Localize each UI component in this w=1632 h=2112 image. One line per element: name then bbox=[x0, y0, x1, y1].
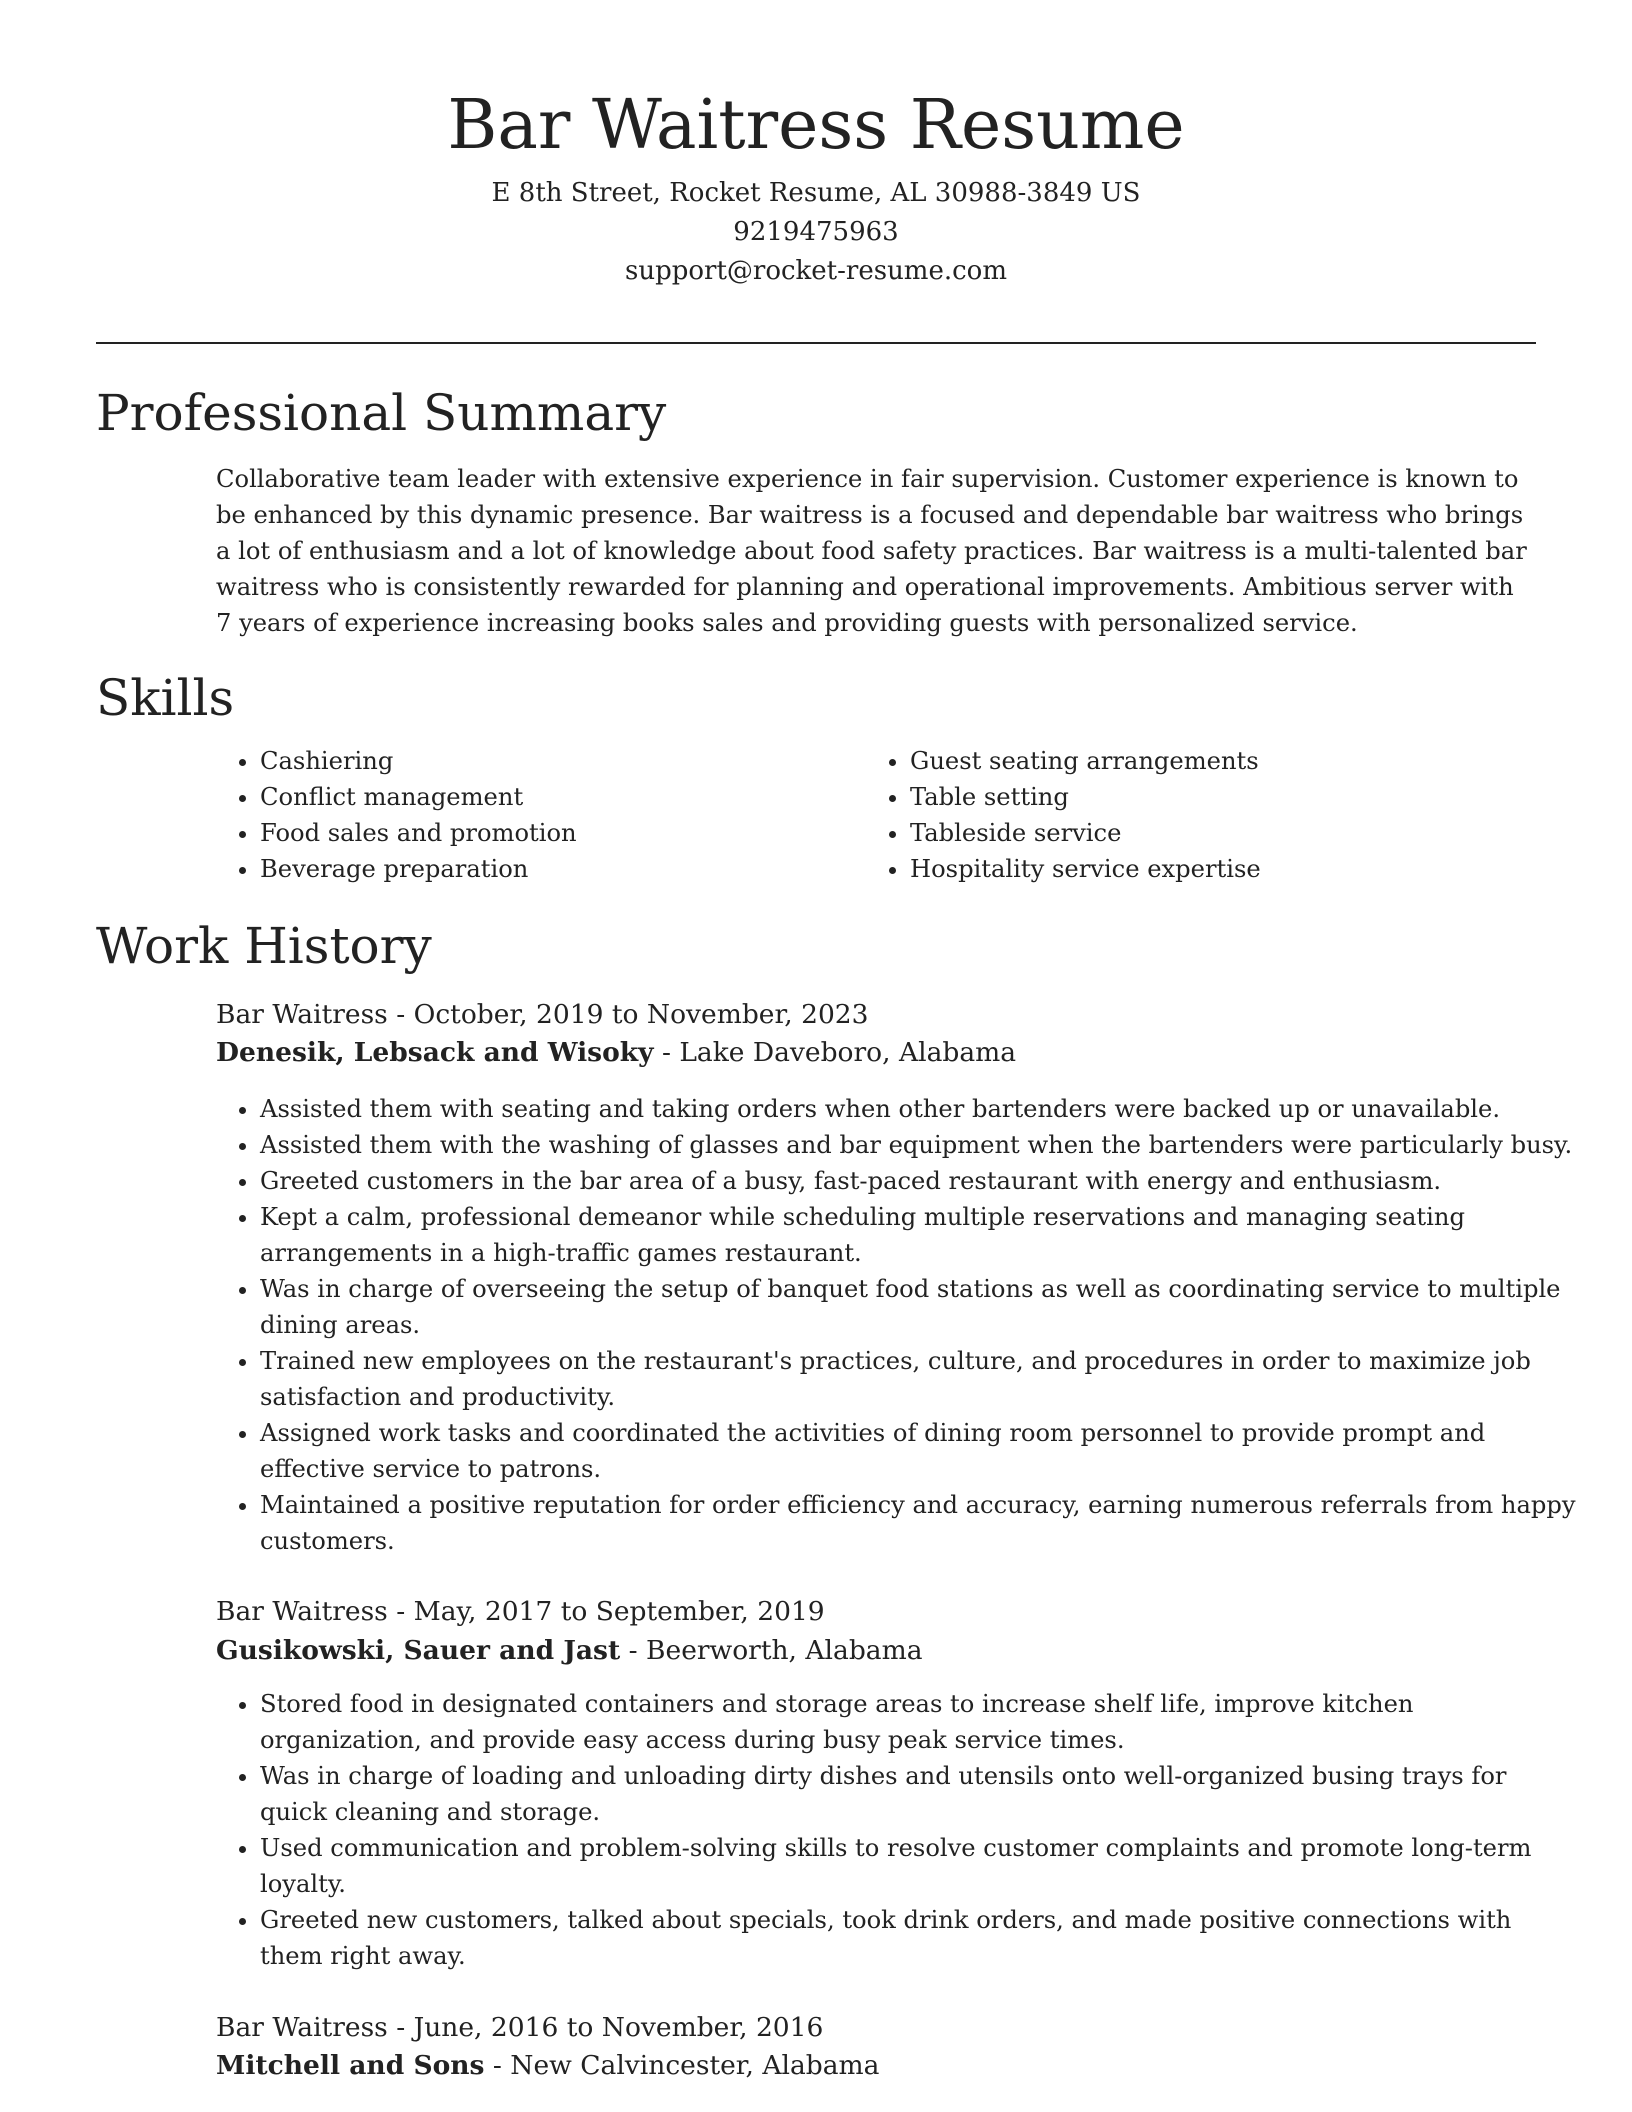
job-title-line bbox=[216, 996, 869, 1034]
job-location: - New Calvincester, Alabama bbox=[492, 2050, 880, 2081]
list-item: • Used communication and problem-solving skills to resolve customer complaints and promote long-term loyalty. bbox=[260, 1830, 1580, 1902]
skill-item: • Beverage preparation bbox=[260, 851, 820, 887]
summary-heading: Professional Summary bbox=[96, 384, 667, 442]
contact-address: E 8th Street, Rocket Resume, AL 30988-3849 US bbox=[491, 178, 1141, 208]
job-location: - Lake Daveboro, Alabama bbox=[661, 1037, 1017, 1068]
job-bullets bbox=[216, 1686, 1580, 1974]
job-dates: - May, 2017 to September, 2019 bbox=[396, 1596, 825, 1627]
job-title-line bbox=[216, 2009, 823, 2047]
header-divider bbox=[96, 342, 1536, 344]
job-title: Bar Waitress bbox=[216, 999, 388, 1030]
list-item: • Assisted them with seating and taking orders when other bartenders were backed up or unavailable. bbox=[260, 1091, 1580, 1127]
job-location: - Beerworth, Alabama bbox=[628, 1635, 923, 1666]
list-item: • Trained new employees on the restaurant's practices, culture, and procedures in order to maximize job satisfaction and productivity. bbox=[260, 1343, 1580, 1415]
skill-item: • Cashiering bbox=[260, 743, 820, 779]
list-item: • Assigned work tasks and coordinated the activities of dining room personnel to provide prompt and effective service to patrons. bbox=[260, 1415, 1580, 1487]
job-company: Gusikowski, Sauer and Jast bbox=[216, 1635, 621, 1666]
list-item: • Maintained a positive reputation for order efficiency and accuracy, earning numerous referrals from happy customers. bbox=[260, 1487, 1580, 1559]
skill-item: • Guest seating arrangements bbox=[910, 743, 1530, 779]
list-item: • Kept a calm, professional demeanor while scheduling multiple reservations and managing seating arrangements in a high-traffic games restaurant. bbox=[260, 1199, 1580, 1271]
list-item: • Assisted them with the washing of glasses and bar equipment when the bartenders were particularly busy. bbox=[260, 1127, 1580, 1163]
job-company-line bbox=[216, 1034, 1016, 1072]
job-company: Mitchell and Sons bbox=[216, 2050, 485, 2081]
skills-list-right bbox=[866, 743, 1530, 887]
job-company: Denesik, Lebsack and Wisoky bbox=[216, 1037, 654, 1068]
skills-heading: Skills bbox=[96, 669, 235, 727]
list-item: • Was in charge of loading and unloading dirty dishes and utensils onto well-organized busing trays for quick cleaning and storage. bbox=[260, 1758, 1580, 1830]
skills-list-left bbox=[216, 743, 820, 887]
contact-phone: 9219475963 bbox=[733, 217, 899, 247]
job-company-line bbox=[216, 1632, 923, 1670]
job-company-line bbox=[216, 2047, 880, 2085]
resume-header bbox=[96, 78, 1536, 291]
summary-text: Collaborative team leader with extensive experience in fair supervision. Customer experience is known to be enhanced by this dynamic presence. Bar waitress is a focused and dependable bar waitress who brings a lot of enthusiasm and a lot of knowledge about food safety practices. Bar waitress is a multi-talented bar waitress who is consistently rewarded for planning and operational improvements. Ambitious server with 7 years of experience increasing books sales and providing guests with personalized service. bbox=[216, 465, 1527, 637]
job-title: Bar Waitress bbox=[216, 1596, 388, 1627]
list-item: • Greeted customers in the bar area of a busy, fast-paced restaurant with energy and enthusiasm. bbox=[260, 1163, 1580, 1199]
list-item: • Stored food in designated containers and storage areas to increase shelf life, improve kitchen organization, and provide easy access during busy peak service times. bbox=[260, 1686, 1580, 1758]
resume-title: Bar Waitress Resume bbox=[447, 86, 1185, 165]
work-history-heading: Work History bbox=[96, 917, 432, 975]
skill-item: • Table setting bbox=[910, 779, 1530, 815]
skill-item: • Food sales and promotion bbox=[260, 815, 820, 851]
job-dates: - June, 2016 to November, 2016 bbox=[396, 2012, 824, 2043]
skill-item: • Conflict management bbox=[260, 779, 820, 815]
job-bullets bbox=[216, 1091, 1580, 1559]
skill-item: • Hospitality service expertise bbox=[910, 851, 1530, 887]
list-item: • Was in charge of overseeing the setup of banquet food stations as well as coordinating service to multiple dining areas. bbox=[260, 1271, 1580, 1343]
job-title-line bbox=[216, 1593, 825, 1631]
job-dates: - October, 2019 to November, 2023 bbox=[396, 999, 869, 1030]
skill-item: • Tableside service bbox=[910, 815, 1530, 851]
contact-email: support@rocket-resume.com bbox=[624, 256, 1007, 286]
job-title: Bar Waitress bbox=[216, 2012, 388, 2043]
list-item: • Greeted new customers, talked about specials, took drink orders, and made positive connections with them right away. bbox=[260, 1902, 1580, 1974]
